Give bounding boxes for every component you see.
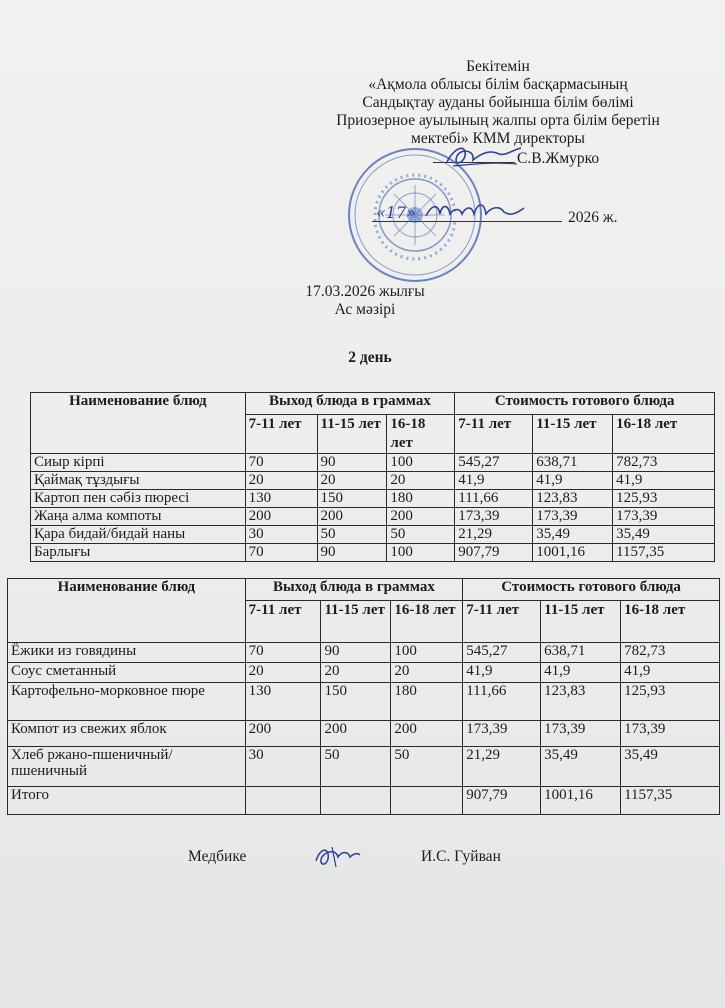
- cell-value: 20: [387, 472, 455, 490]
- table-row: [31, 472, 715, 490]
- cell-value: 173,39: [613, 508, 715, 526]
- cell-value: 200: [245, 721, 321, 747]
- table-row: [31, 454, 715, 472]
- cell-value: 180: [387, 490, 455, 508]
- table-ru-age-header: 7-11 лет: [463, 601, 541, 643]
- day-label: 2 день: [348, 349, 392, 366]
- approval-line-4: мектебі» КММ директоры: [411, 130, 585, 147]
- cell-value: 907,79: [455, 544, 533, 562]
- dish-name: Итого: [8, 787, 246, 815]
- table-kz-age-header: 7-11 лет: [455, 415, 533, 454]
- menu-table-ru: [7, 578, 720, 815]
- cell-value: 130: [245, 683, 321, 721]
- cell-value: 41,9: [455, 472, 533, 490]
- menu-title: Ас мәзірі: [334, 301, 396, 318]
- cell-value: 100: [391, 643, 463, 663]
- cell-value: 41,9: [621, 663, 720, 683]
- cell-value: 90: [317, 544, 387, 562]
- menu-table-kz: [30, 392, 715, 562]
- table-kz-age-header: 16-18 лет: [613, 415, 715, 454]
- director-handwritten-signature-icon: [443, 142, 523, 170]
- cell-value: 545,27: [455, 454, 533, 472]
- cell-value: 173,39: [533, 508, 613, 526]
- cell-value: 130: [245, 490, 317, 508]
- cell-value: 173,39: [463, 721, 541, 747]
- cell-value: 20: [317, 472, 387, 490]
- table-row: [8, 643, 720, 663]
- approval-title: Бекітемін: [466, 58, 530, 75]
- table-row: [31, 508, 715, 526]
- cell-value: 35,49: [541, 747, 621, 787]
- cell-value: 50: [321, 747, 391, 787]
- dish-name: Ёжики из говядины: [8, 643, 246, 663]
- cell-value: 125,93: [621, 683, 720, 721]
- approval-line-2: Сандықтау ауданы бойынша білім бөлімі: [362, 94, 634, 111]
- cell-value: [391, 787, 463, 815]
- cell-value: 100: [387, 544, 455, 562]
- dish-name: Картофельно-морковное пюре: [8, 683, 246, 721]
- cell-value: 30: [245, 526, 317, 544]
- cell-value: 173,39: [541, 721, 621, 747]
- cell-value: 545,27: [463, 643, 541, 663]
- cell-value: 70: [245, 454, 317, 472]
- table-row: [31, 526, 715, 544]
- cell-value: 21,29: [455, 526, 533, 544]
- cell-value: 41,9: [463, 663, 541, 683]
- table-kz-age-header: 16-18 лет: [387, 415, 455, 454]
- cell-value: 123,83: [541, 683, 621, 721]
- dish-name: Хлеб ржано-пшеничный/пшеничный: [8, 747, 246, 787]
- dish-name: Барлығы: [31, 544, 246, 562]
- dish-name: Картоп пен сәбіз пюресі: [31, 490, 246, 508]
- table-kz-header-output: Выход блюда в граммах: [245, 393, 455, 415]
- table-total-row: [31, 544, 715, 562]
- table-ru-header-output: Выход блюда в граммах: [245, 579, 463, 601]
- svg-text:«17»: «17»: [376, 203, 416, 222]
- cell-value: 50: [391, 747, 463, 787]
- cell-value: 90: [317, 454, 387, 472]
- cell-value: 41,9: [533, 472, 613, 490]
- dish-name: Жаңа алма компоты: [31, 508, 246, 526]
- cell-value: 150: [321, 683, 391, 721]
- cell-value: 782,73: [613, 454, 715, 472]
- cell-value: 782,73: [621, 643, 720, 663]
- cell-value: 180: [391, 683, 463, 721]
- cell-value: 111,66: [463, 683, 541, 721]
- nurse-name: И.С. Гуйван: [421, 848, 501, 865]
- cell-value: 41,9: [613, 472, 715, 490]
- cell-value: 50: [387, 526, 455, 544]
- cell-value: 111,66: [455, 490, 533, 508]
- cell-value: 41,9: [541, 663, 621, 683]
- cell-value: 20: [245, 663, 321, 683]
- cell-value: 200: [245, 508, 317, 526]
- cell-value: 200: [317, 508, 387, 526]
- table-ru-header-dish: Наименование блюд: [8, 579, 246, 643]
- table-row: [8, 747, 720, 787]
- cell-value: 150: [317, 490, 387, 508]
- cell-value: 638,71: [533, 454, 613, 472]
- table-ru-age-header: 16-18 лет: [621, 601, 720, 643]
- cell-value: 70: [245, 643, 321, 663]
- cell-value: 638,71: [541, 643, 621, 663]
- cell-value: 1001,16: [541, 787, 621, 815]
- approval-line-1: «Ақмола облысы білім басқармасының: [368, 76, 628, 93]
- cell-value: 173,39: [455, 508, 533, 526]
- cell-value: 125,93: [613, 490, 715, 508]
- cell-value: 20: [321, 663, 391, 683]
- table-total-row: [8, 787, 720, 815]
- table-row: [8, 721, 720, 747]
- table-ru-age-header: 7-11 лет: [245, 601, 321, 643]
- cell-value: 200: [321, 721, 391, 747]
- cell-value: 123,83: [533, 490, 613, 508]
- table-row: [8, 663, 720, 683]
- handwritten-date-icon: [372, 198, 532, 226]
- cell-value: 70: [245, 544, 317, 562]
- table-row: [31, 490, 715, 508]
- cell-value: [245, 787, 321, 815]
- cell-value: 35,49: [613, 526, 715, 544]
- cell-value: 90: [321, 643, 391, 663]
- cell-value: 1157,35: [613, 544, 715, 562]
- cell-value: 35,49: [533, 526, 613, 544]
- cell-value: 907,79: [463, 787, 541, 815]
- cell-value: 30: [245, 747, 321, 787]
- table-kz-age-header: 11-15 лет: [533, 415, 613, 454]
- director-name: С.В.Жмурко: [517, 150, 600, 167]
- nurse-signature-icon: [312, 843, 362, 871]
- dish-name: Қаймақ тұздығы: [31, 472, 246, 490]
- table-ru-age-header: 16-18 лет: [391, 601, 463, 643]
- dish-name: Сиыр кірпі: [31, 454, 246, 472]
- cell-value: 200: [391, 721, 463, 747]
- cell-value: 173,39: [621, 721, 720, 747]
- table-kz-header-dish: Наименование блюд: [31, 393, 246, 454]
- approval-block: [318, 58, 678, 148]
- cell-value: 1157,35: [621, 787, 720, 815]
- dish-name: Соус сметанный: [8, 663, 246, 683]
- cell-value: 50: [317, 526, 387, 544]
- table-ru-header-cost: Стоимость готового блюда: [463, 579, 720, 601]
- cell-value: 200: [387, 508, 455, 526]
- table-kz-age-header: 11-15 лет: [317, 415, 387, 454]
- cell-value: 100: [387, 454, 455, 472]
- menu-date: 17.03.2026 жылғы: [305, 283, 425, 300]
- cell-value: 20: [391, 663, 463, 683]
- table-kz-age-header: 7-11 лет: [245, 415, 317, 454]
- dish-name: Компот из свежих яблок: [8, 721, 246, 747]
- cell-value: 1001,16: [533, 544, 613, 562]
- table-row: [8, 683, 720, 721]
- cell-value: 20: [245, 472, 317, 490]
- approval-line-3: Приозерное ауылының жалпы орта білім беретін: [336, 112, 660, 129]
- approval-year: 2026 ж.: [568, 209, 618, 226]
- table-kz-header-cost: Стоимость готового блюда: [455, 393, 715, 415]
- dish-name: Қара бидай/бидай наны: [31, 526, 246, 544]
- nurse-role: Медбике: [188, 848, 247, 865]
- table-ru-age-header: 11-15 лет: [541, 601, 621, 643]
- cell-value: 35,49: [621, 747, 720, 787]
- table-ru-age-header: 11-15 лет: [321, 601, 391, 643]
- cell-value: [321, 787, 391, 815]
- cell-value: 21,29: [463, 747, 541, 787]
